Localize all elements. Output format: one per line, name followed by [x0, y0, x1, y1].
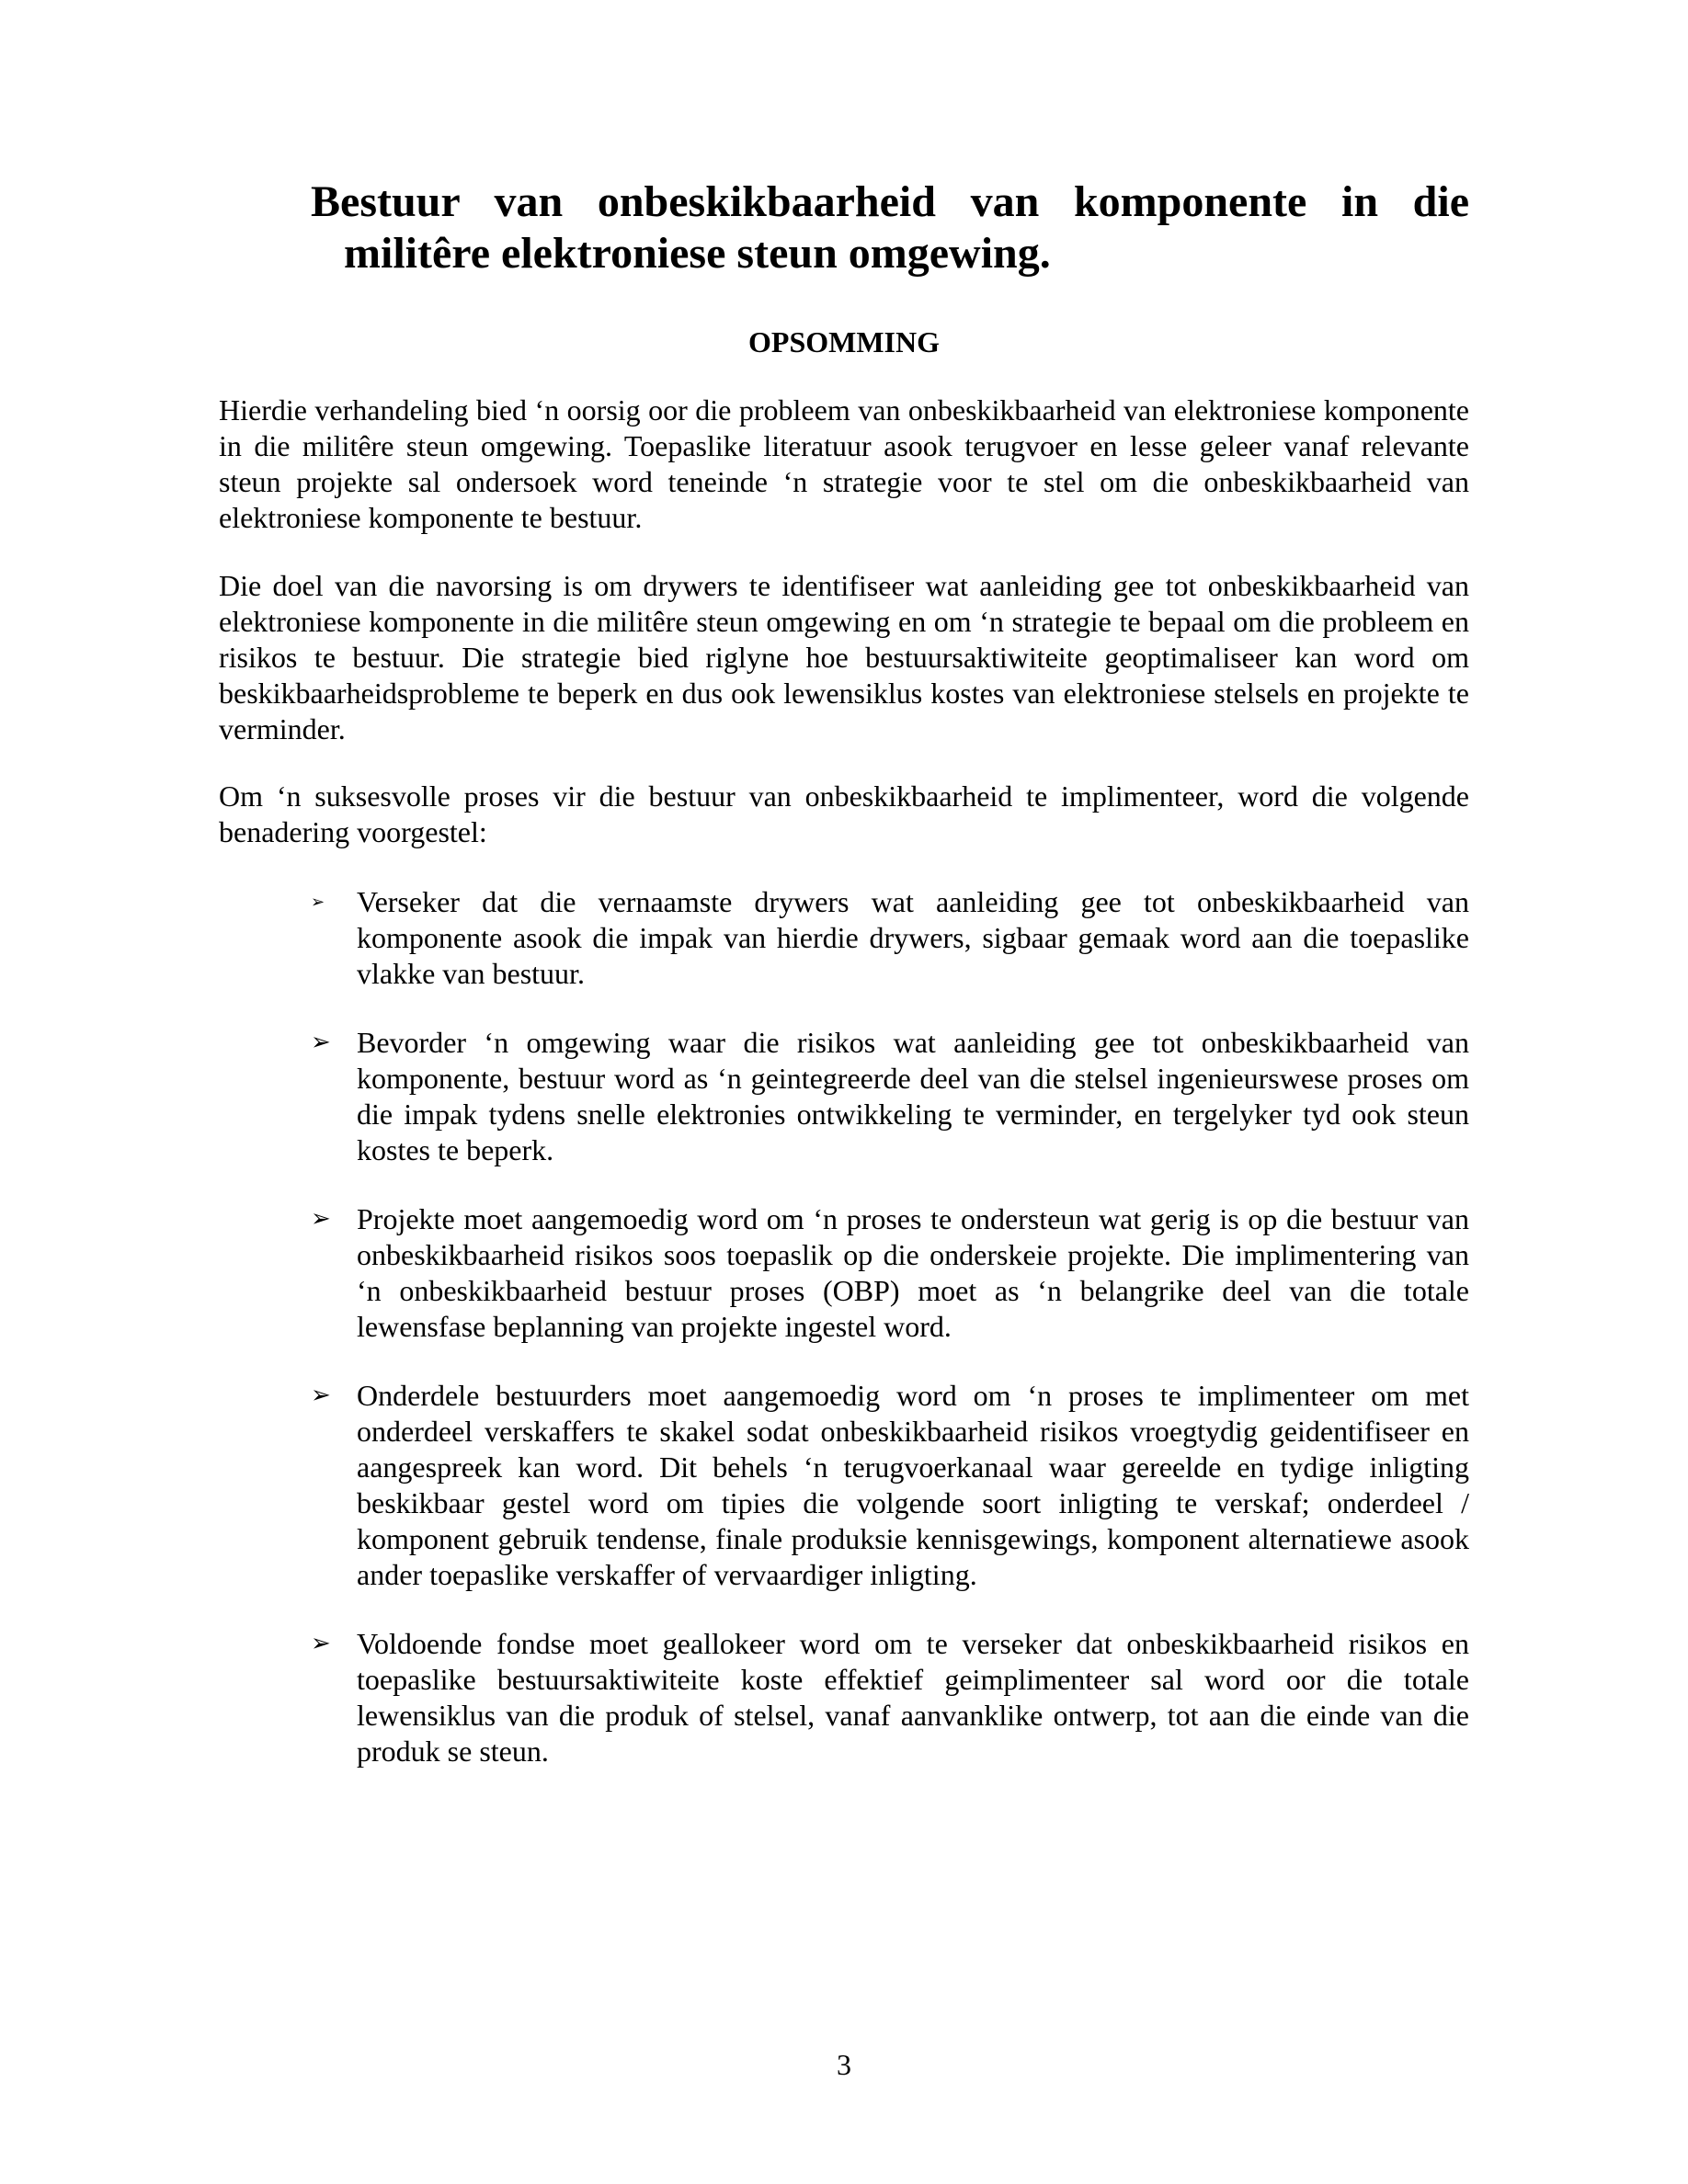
section-heading: OPSOMMING [748, 325, 940, 358]
document-title: Bestuur van onbeskikbaarheid van komponente in die militêre elektroniese steun omgewing. [311, 177, 1469, 278]
list-item [311, 1201, 1469, 1345]
recommendations-list [311, 884, 1469, 1803]
list-item-text: Bevorder ‘n omgewing waar die risikos wat aanleiding gee tot onbeskikbaarheid van komponente, bestuur word as ‘n geintegreerde deel van die stelsel ingenieurswese proses om die impak tydens snelle elektronies ontwikkeling te verminder, en tergelyker tyd ook steun kostes te beperk. [357, 1026, 1469, 1166]
list-item-text: Verseker dat die vernaamste drywers wat aanleiding gee tot onbeskikbaarheid van komponente asook die impak van hierdie drywers, sigbaar gemaak word aan die toepaslike vlakke van bestuur. [357, 885, 1469, 990]
arrow-bullet-icon: ➢ [311, 1382, 331, 1409]
list-item-text: Onderdele bestuurders moet aangemoedig word om ‘n proses te implimenteer om met onderdeel verskaffers te skakel sodat onbeskikbaarheid risikos vroegtydig geidentifiseer en aangespreek kan word. Dit behels ‘n terugvoerkanaal waar gereelde en tydige inligting beskikbaar gestel word om tipies die volgende soort inligting te verskaf; onderdeel / komponent gebruik tendense, finale produksie kennisgewings, komponent alternatiewe asook ander toepaslike verskaffer of vervaardiger inligting. [357, 1379, 1469, 1591]
arrow-bullet-icon: ➢ [311, 1205, 331, 1233]
arrow-bullet-icon: ➢ [311, 893, 325, 912]
arrow-bullet-icon: ➢ [311, 1029, 331, 1056]
list-item-text: Projekte moet aangemoedig word om ‘n proses te ondersteun wat gerig is op die bestuur van onbeskikbaarheid risikos soos toepaslik op die onderskeie projekte. Die implimentering van ‘n onbeskikbaarheid bestuur proses (OBP) moet as ‘n belangrike deel van die totale lewensfase beplanning van projekte ingestel word. [357, 1202, 1469, 1343]
paragraph-research-goal: Die doel van die navorsing is om drywers te identifiseer wat aanleiding gee tot onbeskikbaarheid van elektroniese komponente in die militêre steun omgewing en om ‘n strategie te bepaal om die probleem en risikos te bestuur. Die strategie bied riglyne hoe bestuursaktiwiteite geoptimaliseer kan word om beskikbaarheidsprobleme te beperk en dus ook lewensiklus kostes van elektroniese stelsels en projekte te verminder. [219, 569, 1469, 745]
list-item [311, 1626, 1469, 1769]
list-item [311, 884, 1469, 992]
list-item [311, 1378, 1469, 1593]
list-item-text: Voldoende fondse moet geallokeer word om te verseker dat onbeskikbaarheid risikos en toepaslike bestuursaktiwiteite koste effektief geimplimenteer sal word oor die totale lewensiklus van die produk of stelsel, vanaf aanvanklike ontwerp, tot aan die einde van die produk se steun. [357, 1627, 1469, 1768]
paragraph-intro: Hierdie verhandeling bied ‘n oorsig oor die probleem van onbeskikbaarheid van elektroniese komponente in die militêre steun omgewing. Toepaslike literatuur asook terugvoer en lesse geleer vanaf relevante steun projekte sal ondersoek word teneinde ‘n strategie voor te stel om die onbeskikbaarheid van elektroniese komponente te bestuur. [219, 393, 1469, 534]
arrow-bullet-icon: ➢ [311, 1630, 331, 1657]
page-number: 3 [837, 2048, 851, 2081]
list-item [311, 1025, 1469, 1168]
paragraph-approach: Om ‘n suksesvolle proses vir die bestuur van onbeskikbaarheid te implimenteer, word die volgende benadering voorgestel: [219, 779, 1469, 848]
